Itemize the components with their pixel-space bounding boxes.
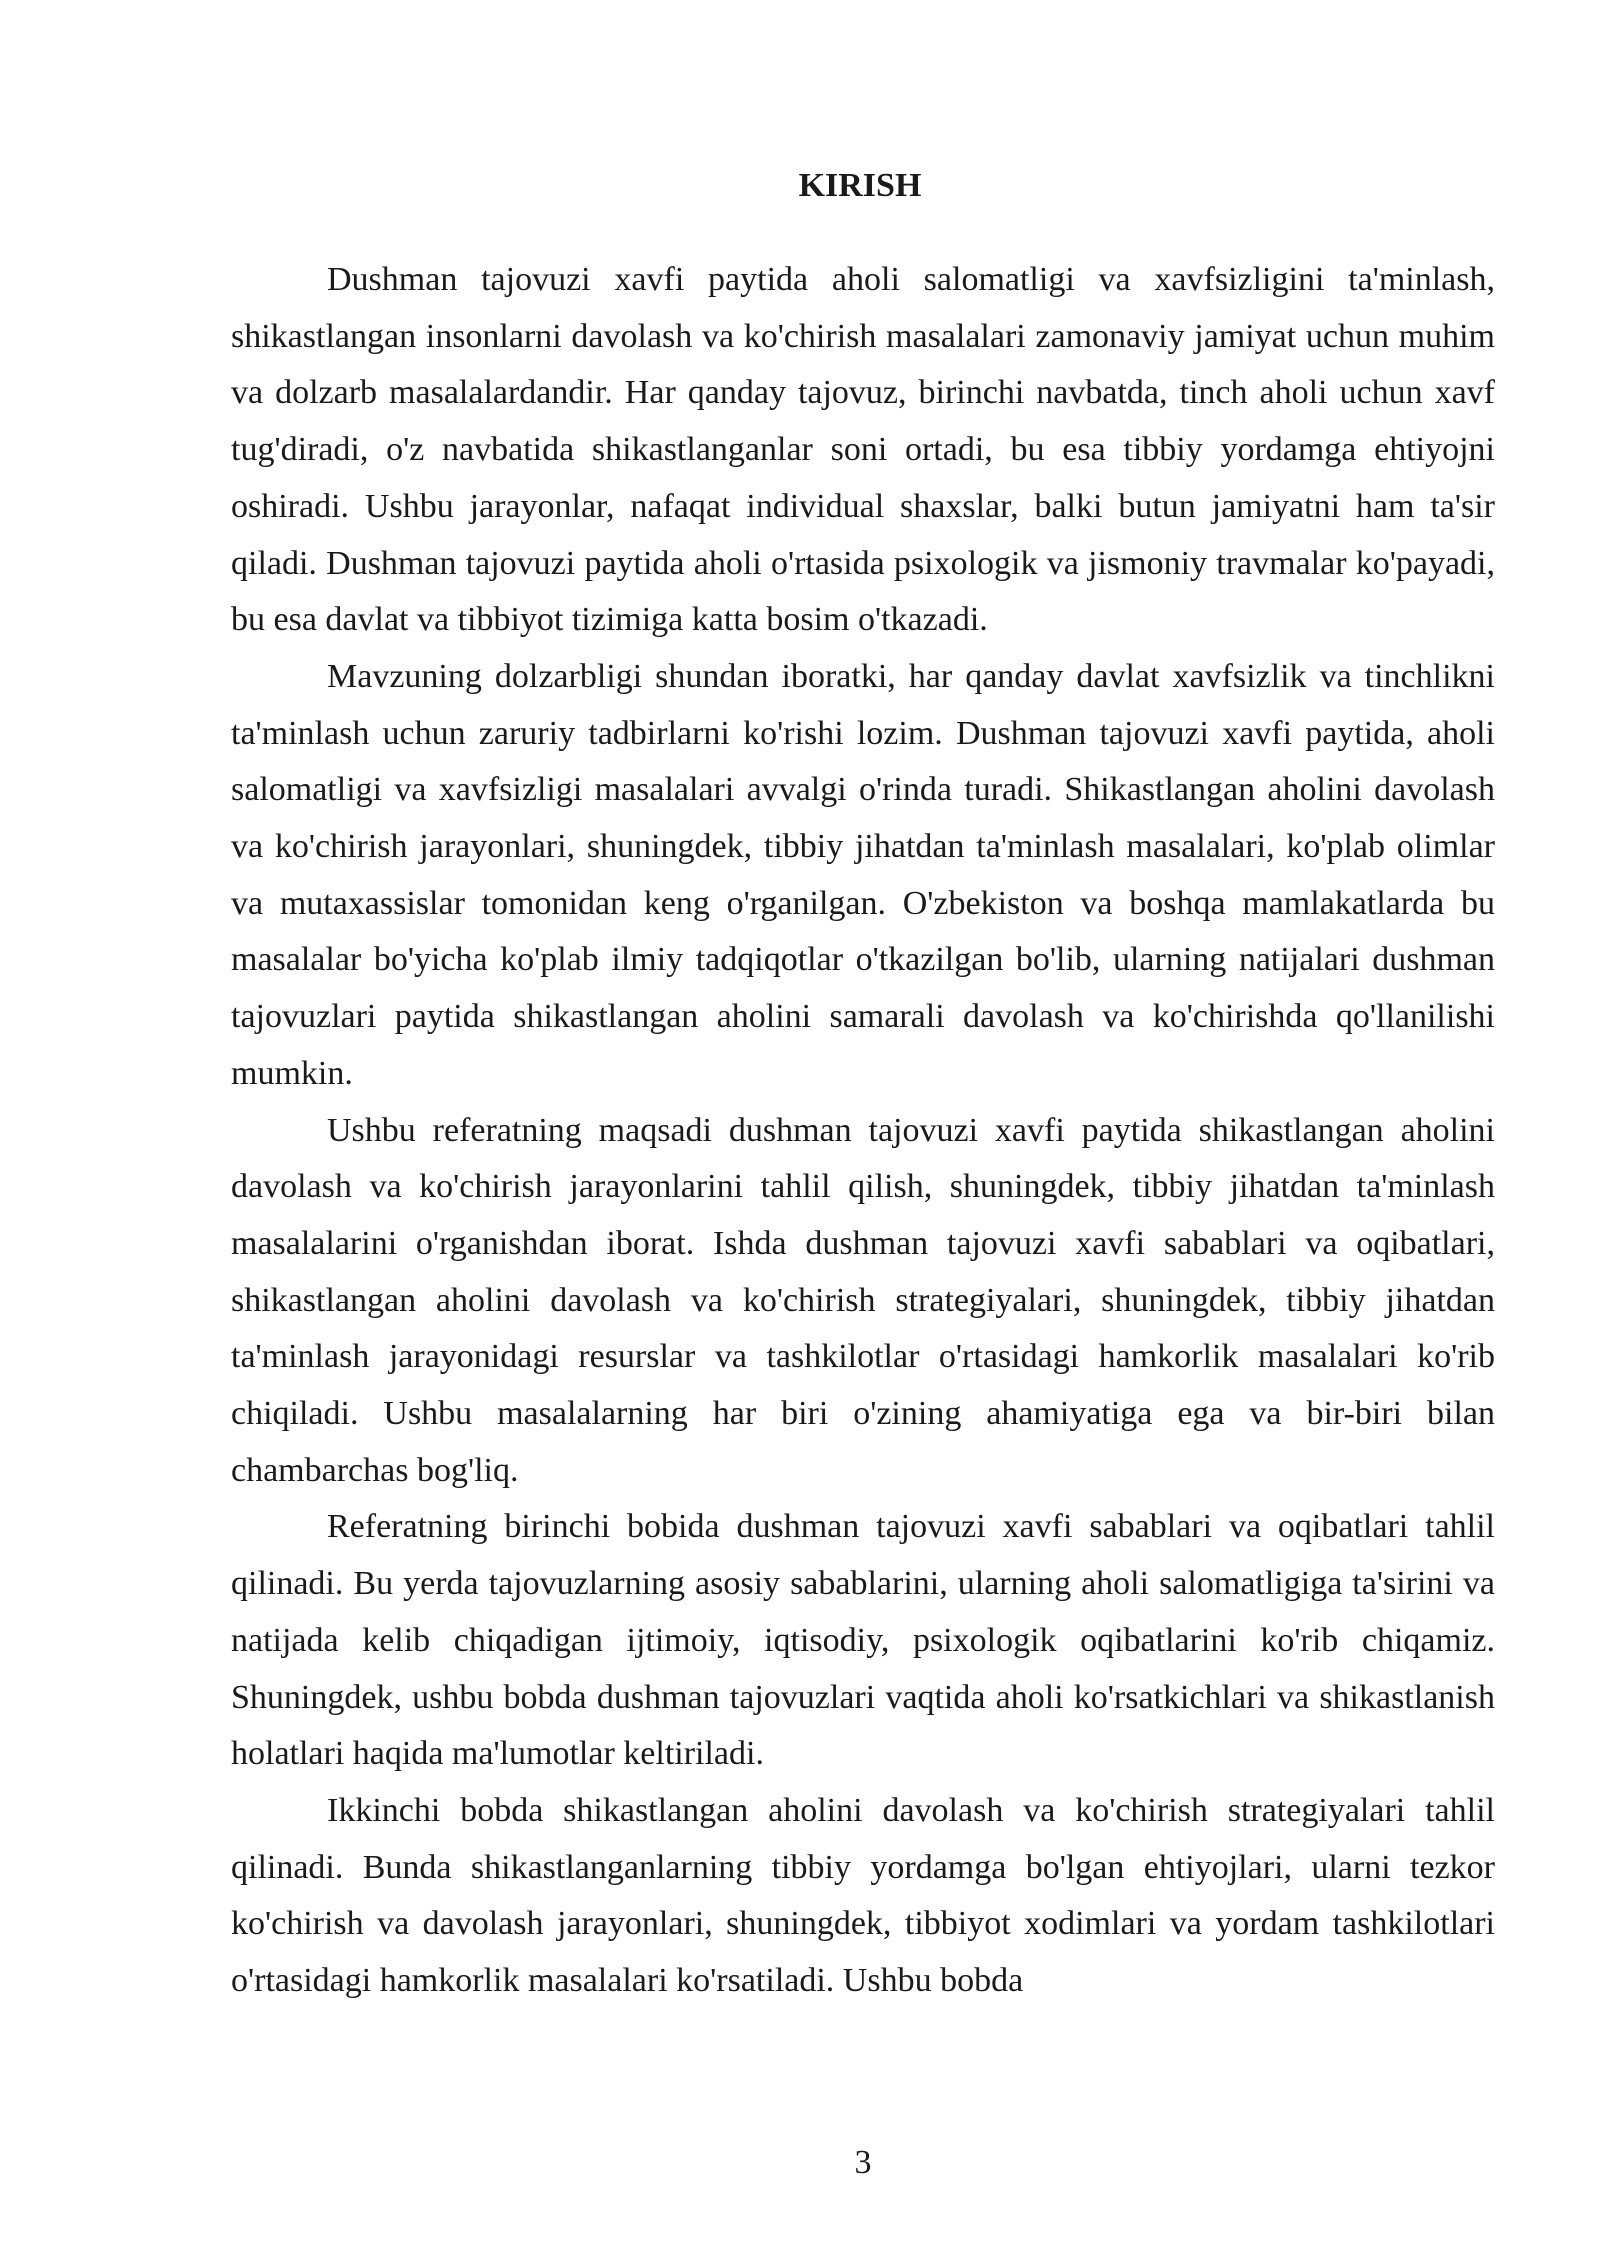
paragraph-1: Dushman tajovuzi xavfi paytida aholi salomatligi va xavfsizligini ta'minlash, shikastlangan insonlarni davolash va ko'chirish masalalari zamonaviy jamiyat uchun muhim va dolzarb masalalardandir. Har qanday tajovuz, birinchi navbatda, tinch aholi uchun xavf tug'diradi, o'z navbatida shikastlanganlar soni ortadi, bu esa tibbiy yordamga ehtiyojni oshiradi. Ushbu jarayonlar, nafaqat individual shaxslar, balki butun jamiyatni ham ta'sir qiladi. Dushman tajovuzi paytida aholi o'rtasida psixologik va jismoniy travmalar ko'payadi, bu esa davlat va tibbiyot tizimiga katta bosim o'tkazadi.	[231, 261, 1495, 639]
body-text	[231, 252, 1495, 2010]
paragraph-3: Ushbu referatning maqsadi dushman tajovuzi xavfi paytida shikastlangan aholini davolash va ko'chirish jarayonlarini tahlil qilish, shuningdek, tibbiy jihatdan ta'minlash masalalarini o'rganishdan iborat. Ishda dushman tajovuzi xavfi sabablari va oqibatlari, shikastlangan aholini davolash va ko'chirish strategiyalari, shuningdek, tibbiy jihatdan ta'minlash jarayonidagi resurslar va tashkilotlar o'rtasidagi hamkorlik masalalari ko'rib chiqiladi. Ushbu masalalarning har biri o'zining ahamiyatiga ega va bir-biri bilan chambarchas bog'liq.	[231, 1111, 1495, 1489]
page-number: 3	[854, 2144, 872, 2181]
paragraph-2: Mavzuning dolzarbligi shundan iboratki, har qanday davlat xavfsizlik va tinchlikni ta'minlash uchun zaruriy tadbirlarni ko'rishi lozim. Dushman tajovuzi xavfi paytida, aholi salomatligi va xavfsizligi masalalari avvalgi o'rinda turadi. Shikastlangan aholini davolash va ko'chirish jarayonlari, shuningdek, tibbiy jihatdan ta'minlash masalalari, ko'plab olimlar va mutaxassislar tomonidan keng o'rganilgan. O'zbekiston va boshqa mamlakatlarda bu masalalar bo'yicha ko'plab ilmiy tadqiqotlar o'tkazilgan bo'lib, ularning natijalari dushman tajovuzlari paytida shikastlangan aholini samarali davolash va ko'chirishda qo'llanilishi mumkin.	[231, 657, 1495, 1092]
paragraph-4: Referatning birinchi bobida dushman tajovuzi xavfi sabablari va oqibatlari tahlil qilinadi. Bu yerda tajovuzlarning asosiy sabablarini, ularning aholi salomatligiga ta'sirini va natijada kelib chiqadigan ijtimoiy, iqtisodiy, psixologik oqibatlarini ko'rib chiqamiz. Shuningdek, ushbu bobda dushman tajovuzlari vaqtida aholi ko'rsatkichlari va shikastlanish holatlari haqida ma'lumotlar keltiriladi.	[231, 1508, 1495, 1773]
page-title: KIRISH	[798, 167, 922, 204]
paragraph-5: Ikkinchi bobda shikastlangan aholini davolash va ko'chirish strategiyalari tahlil qilinadi. Bunda shikastlanganlarning tibbiy yordamga bo'lgan ehtiyojlari, ularni tezkor ko'chirish va davolash jarayonlari, shuningdek, tibbiyot xodimlari va yordam tashkilotlari o'rtasidagi hamkorlik masalalari ko'rsatiladi. Ushbu bobda	[231, 1791, 1495, 2000]
